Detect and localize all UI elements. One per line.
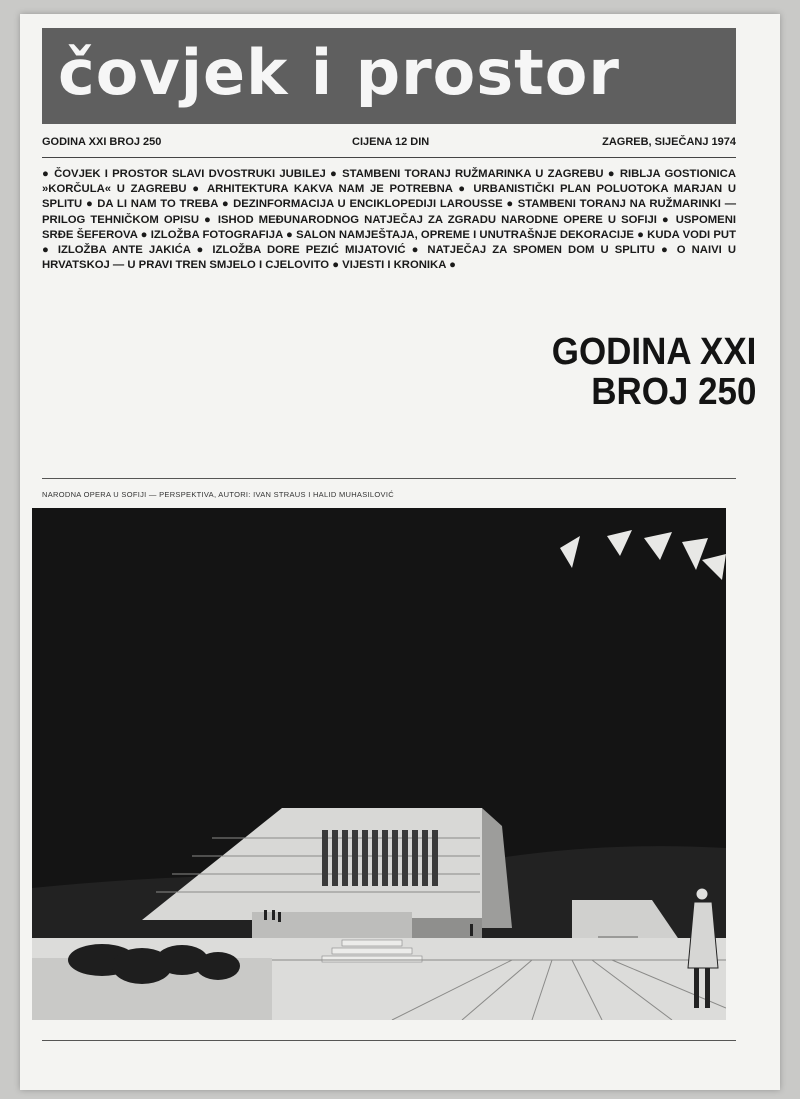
table-of-contents: ● ČOVJEK I PROSTOR SLAVI DVOSTRUKI JUBILEJ ● STAMBENI TORANJ RUŽMARINKA U ZAGREBU ● RIBLJA GOSTIONICA »KORČULA« U ZAGREBU ● ARHITEKTURA KAKVA NAM JE POTREBNA ● URBANISTIČKI PLAN POLUOTOKA MARJAN U SPLITU ● DA LI NAM TO TREBA ● DEZINFORMACIJA U ENCIKLOPEDIJI LAROUSSE ● STAMBENI TORANJ NA RUŽMARINKI — PRILOG TEHNIČKOM OPISU ● ISHOD MEĐUNARODNOG NATJEČAJ ZA ZGRADU NARODNE OPERE U SOFIJI ● USPOMENI SRĐE ŠEFEROVA ● IZLOŽBA FOTOGRAFIJA ● SALON NAMJEŠTAJA, OPREME I UNUTRAŠNJE DEKORACIJE ● KUDA VODI PUT ● IZLOŽBA ANTE JAKIĆA ● IZLOŽBA DORE PEZIĆ MIJATOVIĆ ● NATJEČAJ ZA SPOMEN DOM U SPLITU ● O NAIVI U HRVATSKOJ — U PRAVI TREN SMJELO I CJELOVITO ● VIJESTI I KRONIKA ● <box>42 168 736 272</box>
divider <box>42 157 736 158</box>
place-date-label: ZAGREB, SIJEČANJ 1974 <box>602 136 736 148</box>
issue-number-line: BROJ 250 <box>590 371 756 413</box>
issue-year-line: GODINA XXI <box>551 331 756 373</box>
masthead <box>42 28 736 124</box>
divider <box>42 1040 736 1041</box>
volume-issue-label: GODINA XXI BROJ 250 <box>42 136 162 148</box>
divider <box>42 478 736 479</box>
issue-info-row <box>42 134 736 154</box>
magazine-title: čovjek i prostor <box>58 36 620 109</box>
issue-number-block <box>551 332 756 412</box>
opera-house-illustration <box>32 508 726 1020</box>
image-caption: NARODNA OPERA U SOFIJI — PERSPEKTIVA, AUTORI: IVAN STRAUS I HALID MUHASILOVIĆ <box>42 490 394 499</box>
price-label: CIJENA 12 DIN <box>352 136 430 148</box>
